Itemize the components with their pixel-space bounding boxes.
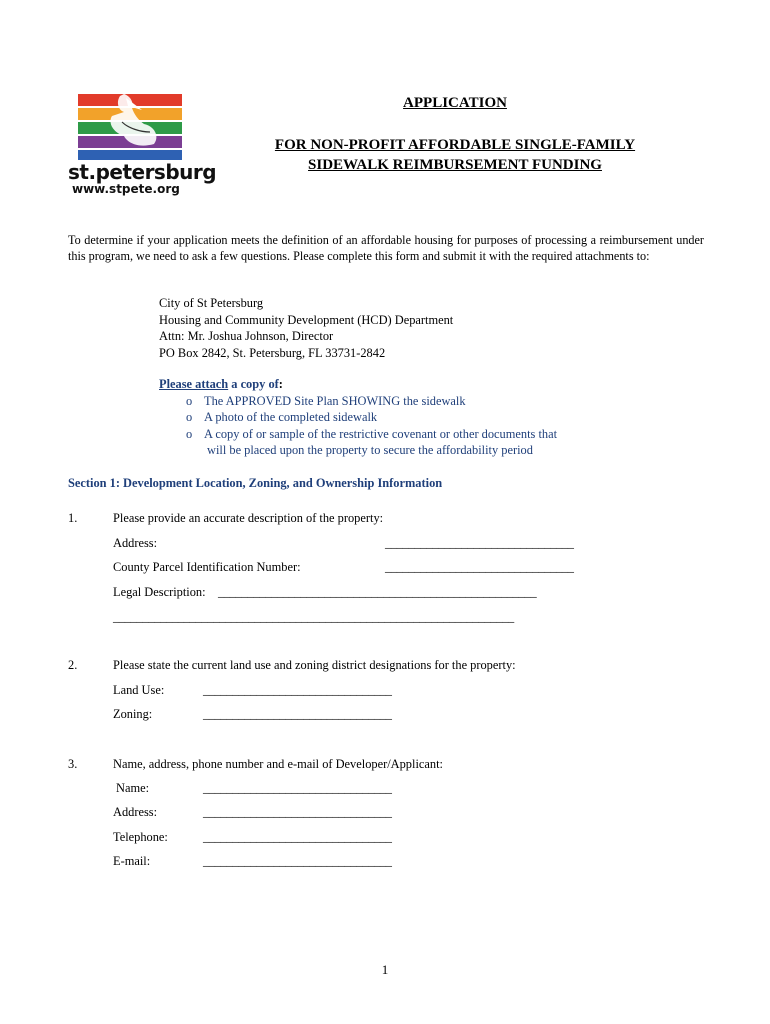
document-title: APPLICATION bbox=[403, 95, 507, 111]
address-line: Housing and Community Development (HCD) Department bbox=[159, 312, 454, 327]
bullet-icon: o bbox=[186, 410, 193, 424]
applicant-name-label: Name: bbox=[116, 781, 150, 795]
bullet-icon: o bbox=[186, 393, 193, 408]
applicant-name-field[interactable]: ________________________________ bbox=[203, 781, 392, 795]
legal-description-field-line2[interactable]: ____________________________________________________________________ bbox=[113, 610, 514, 624]
attachment-item: o A copy of or sample of the restrictive covenant or other documents that bbox=[186, 426, 558, 441]
document-subtitle-line1: FOR NON-PROFIT AFFORDABLE SINGLE-FAMILY bbox=[274, 137, 636, 153]
address-line: City of St Petersburg bbox=[159, 296, 264, 310]
parcel-id-field[interactable]: ________________________________ bbox=[385, 560, 574, 574]
question-text: Please state the current land use and zoning district designations for the property: bbox=[113, 658, 516, 672]
applicant-telephone-field[interactable]: ________________________________ bbox=[203, 830, 392, 844]
intro-paragraph: To determine if your application meets the definition of an affordable housing for purposes of processing a reimbursement under this program, we need to ask a few questions. Please complete this form and submit it with the required attachments to: bbox=[68, 233, 704, 264]
question-number: 1. bbox=[68, 511, 78, 525]
question-number: 2. bbox=[68, 658, 78, 672]
zoning-field[interactable]: ________________________________ bbox=[203, 707, 392, 721]
question-text: Please provide an accurate description of the property: bbox=[113, 511, 384, 525]
applicant-email-field[interactable]: ________________________________ bbox=[203, 854, 392, 868]
page-number: 1 bbox=[381, 962, 389, 977]
applicant-address-label: Address: bbox=[113, 805, 158, 819]
parcel-id-label: County Parcel Identification Number: bbox=[113, 560, 301, 574]
logo-url: www.stpete.org bbox=[72, 182, 180, 196]
pelican-stripes-graphic bbox=[68, 92, 198, 162]
document-subtitle-line2: SIDEWALK REIMBURSEMENT FUNDING bbox=[308, 157, 602, 173]
attachment-item: o The APPROVED Site Plan SHOWING the sidewalk bbox=[186, 393, 466, 408]
attachments-heading: Please attach a copy of: bbox=[159, 377, 283, 391]
attachment-item: o A photo of the completed sidewalk bbox=[186, 410, 378, 424]
question-text: Name, address, phone number and e-mail of Developer/Applicant: bbox=[113, 757, 443, 771]
legal-description-field[interactable]: ______________________________________________________ bbox=[218, 585, 537, 599]
applicant-email-label: E-mail: bbox=[113, 854, 151, 868]
applicant-address-field[interactable]: ________________________________ bbox=[203, 805, 392, 819]
section-heading: Section 1: Development Location, Zoning, and Ownership Information bbox=[68, 476, 443, 490]
legal-description-label: Legal Description: bbox=[113, 585, 206, 599]
city-logo bbox=[68, 92, 217, 200]
address-label: Address: bbox=[113, 536, 158, 550]
address-line: Attn: Mr. Joshua Johnson, Director bbox=[159, 329, 334, 343]
mailing-address bbox=[159, 295, 453, 361]
bullet-icon: o bbox=[186, 426, 193, 441]
attachments-block bbox=[159, 376, 557, 459]
address-line: PO Box 2842, St. Petersburg, FL 33731-2842 bbox=[159, 345, 386, 360]
land-use-label: Land Use: bbox=[113, 683, 165, 697]
land-use-field[interactable]: ________________________________ bbox=[203, 683, 392, 697]
logo-wordmark: st.petersburg bbox=[68, 160, 217, 184]
address-field[interactable]: ________________________________ bbox=[385, 536, 574, 550]
question-number: 3. bbox=[68, 757, 78, 771]
applicant-telephone-label: Telephone: bbox=[113, 830, 168, 844]
attachment-item-continuation: will be placed upon the property to secure the affordability period bbox=[207, 443, 533, 457]
zoning-label: Zoning: bbox=[113, 707, 153, 721]
